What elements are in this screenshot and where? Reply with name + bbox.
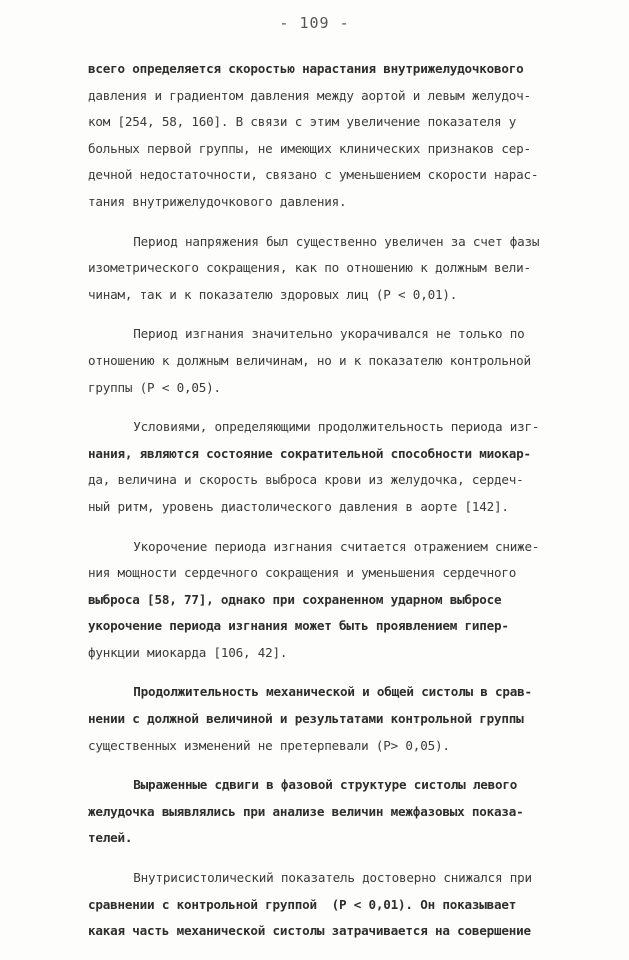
text-line: чинам, так и к показателю здоровых лиц (P < 0,01). — [88, 286, 458, 302]
text-line: сравнении с контрольной группой (P < 0,01). Он показывает — [88, 896, 517, 912]
paragraph — [88, 229, 593, 309]
body-text — [88, 56, 593, 945]
text-line: всего определяется скоростью нарастания внутрижелудочкового — [88, 61, 524, 76]
paragraph — [88, 865, 593, 945]
text-line: больных первой группы, не имеющих клинических признаков сер- — [88, 140, 531, 156]
paragraph — [88, 534, 593, 667]
text-line: Период напряжения был существенно увеличен за счет фазы — [89, 233, 540, 249]
text-line: давления и градиентом давления между аортой и левым желудоч- — [88, 87, 531, 103]
paragraph — [88, 772, 593, 852]
text-line: тания внутрижелудочкового давления. — [88, 193, 347, 209]
text-line: какая часть механической систолы затрачивается на совершение — [88, 923, 531, 939]
text-line: ный ритм, уровень диастолического давления в аорте [142]. — [88, 498, 509, 514]
text-line: ния мощности сердечного сокращения и уменьшения сердечного — [88, 565, 517, 581]
text-line: группы (P < 0,05). — [88, 379, 221, 395]
paragraph — [88, 679, 593, 759]
text-line: функции миокарда [106, 42]. — [88, 644, 288, 660]
text-line: нания, являются состояние сократительной способности миокар- — [88, 445, 531, 461]
paragraph — [88, 321, 593, 401]
text-line: телей. — [88, 830, 133, 846]
paragraph — [88, 56, 593, 216]
text-line: выброса [58, 77], однако при сохраненном ударном выбросе — [88, 591, 502, 607]
paragraph — [88, 414, 593, 520]
text-line: Условиями, определяющими продолжительность периода изг- — [89, 419, 540, 435]
text-line: Продолжительность механической и общей систолы в срав- — [89, 684, 532, 700]
text-line: дечной недостаточности, связано с уменьшением скорости нарас- — [88, 167, 539, 183]
text-line: да, величина и скорость выброса крови из желудочка, сердеч- — [88, 472, 524, 488]
text-line: ком [254, 58, 160]. В связи с этим увеличение показателя у — [88, 114, 517, 130]
text-line: Укорочение периода изгнания считается отражением сниже- — [89, 538, 540, 554]
text-line: укорочение периода изгнания может быть проявлением гипер- — [88, 618, 509, 634]
text-line: отношению к должным величинам, но и к показателю контрольной — [88, 352, 531, 368]
text-line: изометрического сокращения, как по отношению к должным вели- — [88, 260, 531, 276]
text-line: Период изгнания значительно укорачивался не только по — [89, 326, 525, 342]
text-line: Внутрисистолический показатель достоверно снижался при — [89, 870, 532, 886]
text-line: существенных изменений не претерпевали (P> 0,05). — [88, 737, 450, 753]
page-number: - 109 - — [279, 14, 350, 32]
text-line: желудочка выявлялись при анализе величин межфазовых показа- — [88, 803, 524, 819]
text-line: нении с должной величиной и результатами контрольной группы — [88, 711, 524, 727]
text-line: Выраженные сдвиги в фазовой структуре систолы левого — [89, 777, 518, 793]
